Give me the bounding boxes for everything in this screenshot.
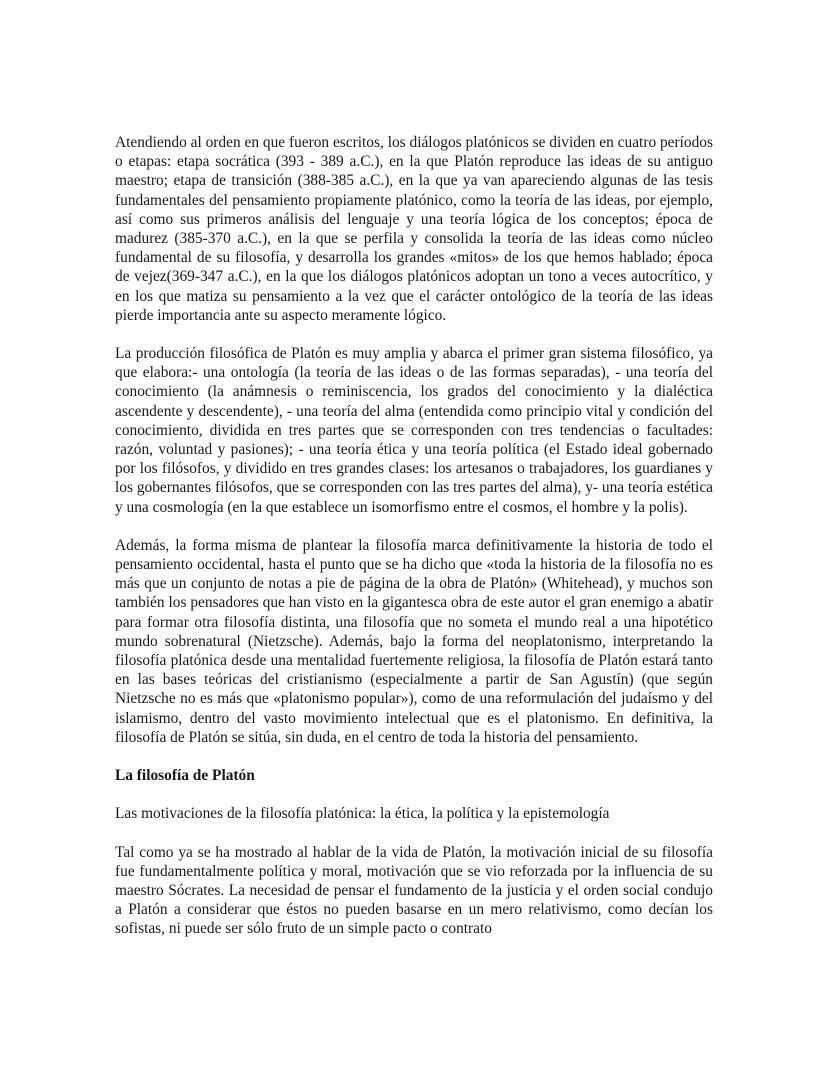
section-subheading: Las motivaciones de la filosofía platónica: la ética, la política y la epistemología [115,805,610,823]
paragraph-philosophical-production: La producción filosófica de Platón es muy amplia y abarca el primer gran sistema filosófico, ya que elabora:- una ontología (la teoría de las ideas o de las formas separadas), - una teoría del conocimiento (la anámnesis o reminiscencia, los grados del conocimiento y la dialéctica ascendente y descendente), - una teoría del alma (entendida como principio vital y condición del conocimiento, dividida en tres partes que se corresponden con tres tendencias o facultades: razón, voluntad y pasiones); - una teoría ética y una teoría política (el Estado ideal gobernado por los filósofos, y dividido en tres grandes clases: los artesanos o trabajadores, los guardianes y los gobernantes filósofos, que se corresponden con las tres partes del alma), y- una teoría estética y una cosmología (en la que establece un isomorfismo entre el cosmos, el hombre y la polis). [115,345,713,516]
section-heading: La filosofía de Platón [115,767,255,785]
document-page [115,133,713,939]
paragraph-influence: Además, la forma misma de plantear la filosofía marca definitivamente la historia de todo el pensamiento occidental, hasta el punto que se ha dicho que «toda la historia de la filosofía no es más que un conjunto de notas a pie de página de la obra de Platón» (Whitehead), y muchos son también los pensadores que han visto en la gigantesca obra de este autor el gran enemigo a abatir para formar otra filosofía distinta, una filosofía que no someta el mundo real a una hipotético mundo sobrenatural (Nietzsche). Además, bajo la forma del neoplatonismo, interpretando la filosofía platónica desde una mentalidad fuertemente religiosa, la filosofía de Platón estará tanto en las bases teóricas del cristianismo (especialmente a partir de San Agustín) (que según Nietzsche no es más que «platonismo popular»), como de una reformulación del judaísmo y del islamismo, dentro del vasto movimiento intelectual que es el platonismo. En definitiva, la filosofía de Platón se sitúa, sin duda, en el centro de toda la historia del pensamiento. [115,536,713,746]
paragraph-motivations: Tal como ya se ha mostrado al hablar de la vida de Platón, la motivación inicial de su filosofía fue fundamentalmente política y moral, motivación que se vio reforzada por la influencia de su maestro Sócrates. La necesidad de pensar el fundamento de la justicia y el orden social condujo a Platón a considerar que éstos no pueden basarse en un mero relativismo, como decían los sofistas, ni puede ser sólo fruto de un simple pacto o contrato [115,843,713,938]
paragraph-dialogue-periods: Atendiendo al orden en que fueron escritos, los diálogos platónicos se dividen en cuatro períodos o etapas: etapa socrática (393 - 389 a.C.), en la que Platón reproduce las ideas de su antiguo maestro; etapa de transición (388-385 a.C.), en la que ya van apareciendo algunas de las tesis fundamentales del pensamiento propiamente platónico, como la teoría de las ideas, por ejemplo, así como sus primeros análisis del lenguaje y una teoría lógica de los conceptos; época de madurez (385-370 a.C.), en la que se perfila y consolida la teoría de las ideas como núcleo fundamental de su filosofía, y desarrolla los grandes «mitos» de los que hemos hablado; época de vejez(369-347 a.C.), en la que los diálogos platónicos adoptan un tono a veces autocrítico, y en los que matiza su pensamiento a la vez que el carácter ontológico de la teoría de las ideas pierde importancia ante su aspecto meramente lógico. [115,134,713,324]
